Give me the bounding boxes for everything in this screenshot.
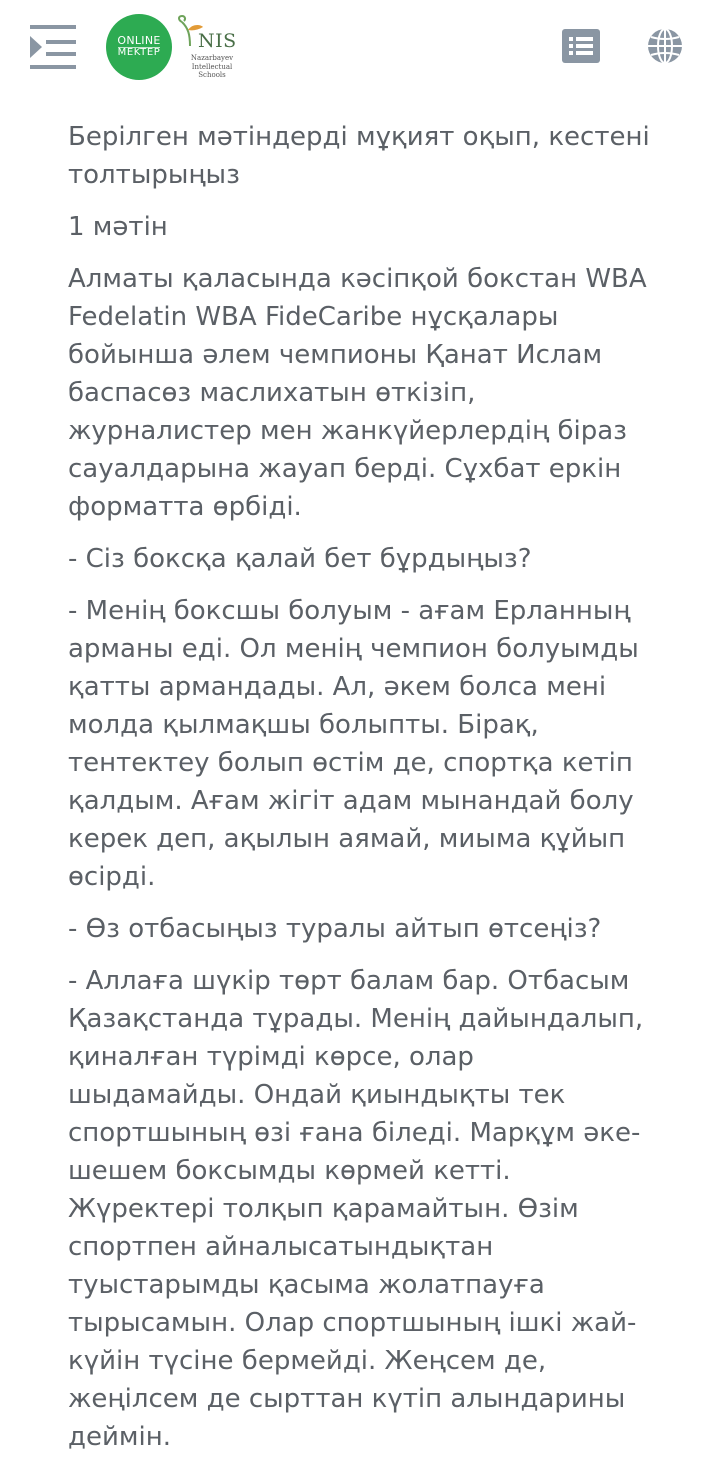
list-icon xyxy=(562,29,600,63)
text-paragraph: - Сіз боксқа қалай бет бұрдыңыз? xyxy=(68,544,532,574)
online-mektep-logo[interactable] xyxy=(106,14,172,80)
logo-online-line2: MEKTEP xyxy=(117,47,161,59)
list-view-button[interactable] xyxy=(562,29,600,63)
app-header xyxy=(0,0,702,96)
text-label: 1 мәтін xyxy=(68,212,168,242)
task-content xyxy=(68,118,658,1470)
menu-toggle-button[interactable] xyxy=(28,22,80,72)
text-paragraph: - Менің боксшы болуым - ағам Ерланның арманы еді. Ол менің чемпион болуымды қатты армандады. Ал, әкем болса мені молда қылмақшы болыпты. Бірақ, тентектеу болып өстім де, спортқа кетіп қалдым. Ағам жігіт адам мынандай болу керек деп, ақылын аямай, миыма құйып өсірді. xyxy=(68,596,639,892)
nis-sub-line: Intellectual xyxy=(191,62,233,71)
menu-toggle-icon xyxy=(28,22,80,72)
language-button[interactable] xyxy=(646,27,684,65)
nis-logo-subtitle xyxy=(184,54,240,80)
nis-logo xyxy=(176,14,240,82)
text-paragraph: - Өз отбасыңыз туралы айтып өтсеңіз? xyxy=(68,914,602,944)
text-paragraph: - Аллаға шүкір төрт балам бар. Отбасым Қазақстанда тұрады. Менің дайындалып, қиналған түрімді көрсе, олар шыдамайды. Ондай қиындықты тек спортшының өзі ғана біледі. Марқұм әке-шешем боксымды көрмей кетті. Жүректері толқып қарамайтын. Өзім спортпен айналысатындықтан туыстарымды қасыма жолатпауға тырысамын. Олар спортшының ішкі жай-күйін түсіне бермейді. Жеңсем де, жеңілсем де сырттан күтіп алындарины деймін. xyxy=(68,966,644,1452)
nis-sub-line: Nazarbayev xyxy=(190,54,234,62)
nis-sub-line: Schools xyxy=(198,71,226,79)
nis-logo-text: NIS xyxy=(198,30,237,52)
text-paragraph: Алматы қаласында кәсіпқой бокстан WBA Fedelatin WBA FideCaribe нұсқалары бойынша әлем чемпионы Қанат Ислам баспасөз маслихатын өткізіп, журналистер мен жанкүйерлердің біраз сауалдарына жауап берді. Сұхбат еркін форматта өрбіді. xyxy=(68,264,647,522)
globe-icon xyxy=(646,27,684,65)
logo-online-line1: ONLINE xyxy=(117,34,161,48)
task-title: Берілген мәтіндерді мұқият оқып, кестені толтырыңыз xyxy=(68,122,650,190)
